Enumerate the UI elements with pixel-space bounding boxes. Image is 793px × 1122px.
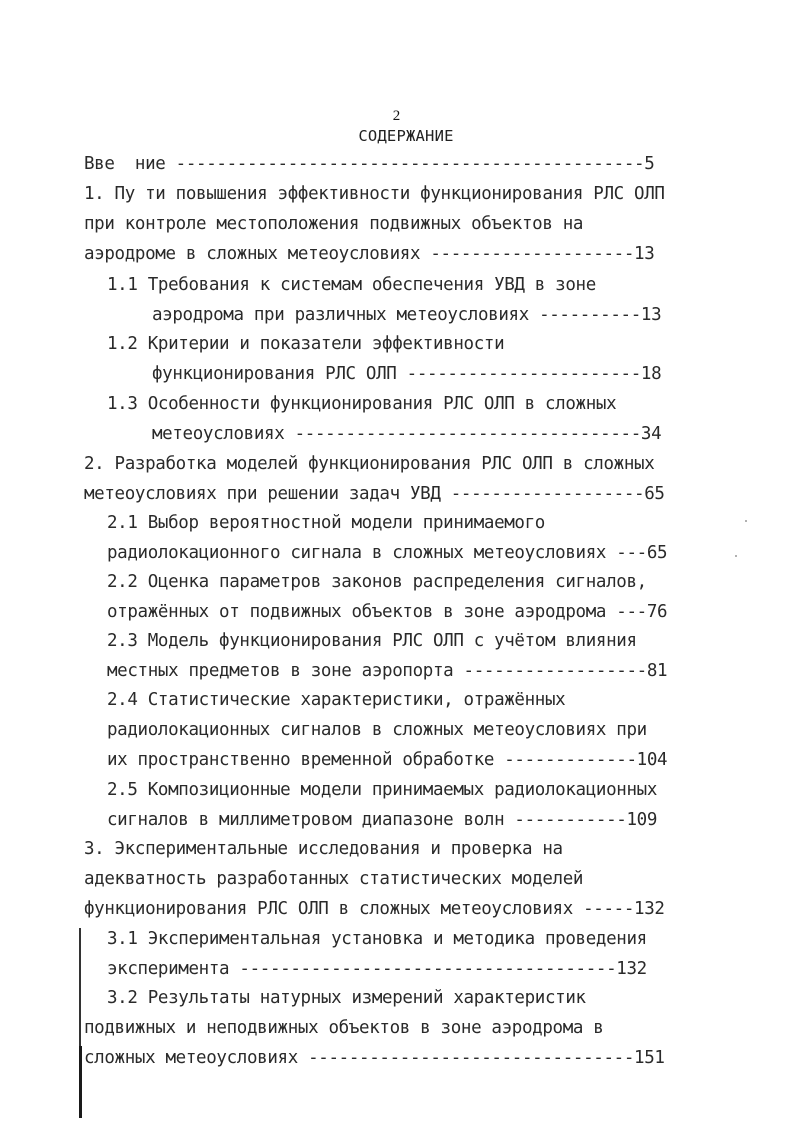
toc-line-section-3-2: 3.2 Результаты натурных измерений характеристик [107,988,586,1008]
scan-margin-line-thick [79,1046,82,1118]
toc-line-section-2-5-cont: сигналов в миллиметровом диапазоне волн -----------109 [107,810,658,830]
toc-line-section-1-3-cont: метеоусловиях ----------------------------------34 [152,424,662,444]
toc-line-chapter-3-cont: адекватность разработанных статистических моделей [84,869,584,889]
toc-line-chapter-1: 1. Пу ти повышения эффективности функционирования РЛС ОЛП [84,184,665,204]
scan-speck [745,520,747,522]
toc-line-section-2-1-cont: радиолокационного сигнала в сложных метеоусловиях ---65 [107,543,668,563]
toc-line-section-2-5: 2.5 Композиционные модели принимаемых радиолокационных [107,780,658,800]
toc-line-section-2-2: 2.2 Оценка параметров законов распределения сигналов, [107,572,647,592]
toc-line-chapter-3-cont: функционирования РЛС ОЛП в сложных метеоусловиях -----132 [84,899,665,919]
toc-line-section-3-1-cont: эксперимента -------------------------------------132 [107,959,647,979]
toc-line-section-2-4-cont: радиолокационных сигналов в сложных метеоусловиях при [107,720,647,740]
toc-line-section-2-3-cont: местных предметов в зоне аэропорта ------------------81 [107,661,668,681]
toc-line-section-3-1: 3.1 Экспериментальная установка и методика проведения [107,929,647,949]
toc-line-section-2-1: 2.1 Выбор вероятностной модели принимаемого [107,513,545,533]
toc-line-section-1-2: 1.2 Критерии и показатели эффективности [107,334,505,354]
scan-speck [735,555,737,557]
toc-line-chapter-3: 3. Экспериментальные исследования и проверка на [84,839,563,859]
toc-line-section-2-3: 2.3 Модель функционирования РЛС ОЛП с учётом влияния [107,631,637,651]
toc-line-section-2-4-cont: их пространственно временной обработке -------------104 [107,750,668,770]
toc-line-section-2-2-cont: отражённых от подвижных объектов в зоне аэродрома ---76 [107,602,668,622]
toc-line-section-1-2-cont: функционирования РЛС ОЛП -----------------------18 [152,364,662,384]
scan-margin-line [79,928,81,1046]
page-title: СОДЕРЖАНИЕ [358,127,454,145]
toc-line-section-1-3: 1.3 Особенности функционирования РЛС ОЛП в сложных [107,394,617,414]
toc-line-section-3-2-cont: сложных метеоусловиях --------------------------------151 [84,1048,665,1068]
toc-line-section-3-2-cont: подвижных и неподвижных объектов в зоне аэродрома в [84,1018,604,1038]
toc-line-section-1-1-cont: аэродрома при различных метеоусловиях ----------13 [152,305,662,325]
toc-line-chapter-2-cont: метеоусловиях при решении задач УВД -------------------65 [84,484,665,504]
toc-line-chapter-1-cont: аэродроме в сложных метеоусловиях --------------------13 [84,244,655,264]
toc-line-introduction: Вве ние ----------------------------------------------5 [84,154,655,174]
toc-line-chapter-1-cont: при контроле местоположения подвижных объектов на [84,214,584,234]
page-number: 2 [392,108,401,124]
toc-line-section-2-4: 2.4 Статистические характеристики, отражённых [107,690,566,710]
toc-line-section-1-1: 1.1 Требования к системам обеспечения УВД в зоне [107,275,596,295]
toc-line-chapter-2: 2. Разработка моделей функционирования РЛС ОЛП в сложных [84,454,655,474]
